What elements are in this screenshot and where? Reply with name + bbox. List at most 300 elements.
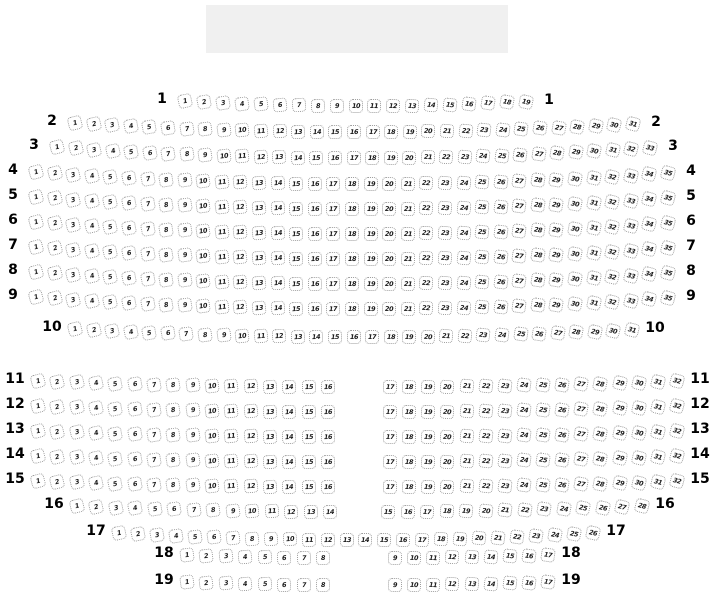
seat[interactable]: 14 [282, 429, 297, 444]
seat[interactable]: 31 [585, 219, 602, 236]
seat[interactable]: 22 [458, 123, 473, 138]
seat[interactable]: 26 [554, 427, 570, 443]
seat[interactable]: 16 [321, 405, 335, 419]
seat[interactable]: 2 [49, 423, 66, 440]
seat[interactable]: 29 [611, 400, 628, 417]
seat[interactable]: 11 [426, 550, 441, 565]
seat[interactable]: 3 [149, 527, 165, 543]
seat[interactable]: 17 [365, 330, 379, 344]
seat[interactable]: 7 [139, 296, 155, 312]
seat[interactable]: 4 [88, 425, 105, 442]
seat[interactable]: 7 [296, 550, 311, 565]
seat[interactable]: 11 [224, 453, 239, 468]
seat[interactable]: 23 [536, 501, 552, 517]
seat[interactable]: 4 [83, 242, 100, 259]
seat[interactable]: 6 [126, 426, 142, 442]
seat[interactable]: 18 [439, 504, 454, 519]
seat[interactable]: 3 [68, 399, 85, 416]
seat[interactable]: 32 [604, 243, 621, 260]
seat[interactable]: 24 [456, 275, 471, 290]
seat[interactable]: 21 [400, 226, 415, 241]
seat[interactable]: 10 [348, 99, 362, 113]
seat[interactable]: 27 [511, 223, 527, 239]
seat[interactable]: 7 [179, 121, 195, 137]
seat[interactable]: 26 [493, 249, 509, 265]
seat[interactable]: 25 [575, 500, 591, 516]
seat[interactable]: 9 [329, 99, 343, 113]
seat[interactable]: 5 [102, 194, 119, 211]
seat[interactable]: 17 [383, 405, 397, 419]
seat[interactable]: 24 [516, 428, 532, 444]
seat[interactable]: 29 [568, 144, 584, 160]
seat[interactable]: 4 [122, 324, 138, 340]
seat[interactable]: 1 [179, 548, 195, 564]
seat[interactable]: 4 [88, 475, 105, 492]
seat[interactable]: 18 [345, 177, 359, 191]
seat[interactable]: 27 [550, 325, 566, 341]
seat[interactable]: 1 [27, 288, 44, 305]
seat[interactable]: 2 [46, 265, 63, 282]
seat[interactable]: 12 [233, 225, 248, 240]
seat[interactable]: 17 [480, 95, 496, 111]
seat[interactable]: 6 [126, 401, 142, 417]
seat[interactable]: 17 [383, 430, 397, 444]
seat[interactable]: 14 [310, 125, 325, 140]
seat[interactable]: 34 [641, 191, 658, 208]
seat[interactable]: 24 [456, 175, 471, 190]
seat[interactable]: 31 [649, 448, 666, 465]
seat[interactable]: 27 [511, 248, 527, 264]
seat[interactable]: 28 [530, 297, 546, 313]
seat[interactable]: 14 [270, 176, 285, 191]
seat[interactable]: 4 [83, 167, 100, 184]
seat[interactable]: 5 [102, 244, 119, 261]
seat[interactable]: 10 [204, 403, 220, 419]
seat[interactable]: 1 [67, 321, 84, 338]
seat[interactable]: 22 [419, 301, 434, 316]
seat[interactable]: 10 [234, 328, 249, 343]
seat[interactable]: 21 [400, 251, 415, 266]
seat[interactable]: 14 [424, 98, 439, 113]
seat[interactable]: 23 [457, 149, 472, 164]
seat[interactable]: 17 [383, 480, 397, 494]
seat[interactable]: 14 [291, 150, 306, 165]
seat[interactable]: 24 [495, 122, 511, 138]
seat[interactable]: 18 [402, 480, 417, 495]
seat[interactable]: 15 [328, 125, 342, 139]
seat[interactable]: 19 [421, 429, 436, 444]
seat[interactable]: 5 [123, 143, 139, 159]
seat[interactable]: 10 [235, 123, 250, 138]
seat[interactable]: 8 [165, 477, 181, 493]
seat[interactable]: 5 [102, 269, 119, 286]
seat[interactable]: 21 [459, 404, 474, 419]
seat[interactable]: 27 [573, 376, 589, 392]
seat[interactable]: 29 [548, 246, 564, 262]
seat[interactable]: 32 [604, 168, 621, 185]
seat[interactable]: 15 [381, 505, 395, 519]
seat[interactable]: 28 [592, 450, 608, 466]
seat[interactable]: 4 [83, 217, 100, 234]
seat[interactable]: 2 [46, 290, 63, 307]
seat[interactable]: 11 [214, 174, 230, 190]
seat[interactable]: 7 [139, 171, 155, 187]
seat[interactable]: 19 [364, 177, 378, 191]
seat[interactable]: 16 [346, 330, 360, 344]
seat[interactable]: 12 [233, 200, 248, 215]
seat[interactable]: 22 [419, 176, 434, 191]
seat[interactable]: 15 [289, 276, 304, 291]
seat[interactable]: 33 [622, 167, 639, 184]
seat[interactable]: 16 [396, 533, 411, 548]
seat[interactable]: 7 [146, 451, 162, 467]
seat[interactable]: 1 [179, 575, 195, 591]
seat[interactable]: 23 [497, 453, 513, 469]
seat[interactable]: 13 [464, 576, 479, 591]
seat[interactable]: 23 [497, 428, 513, 444]
seat[interactable]: 11 [235, 149, 250, 164]
seat[interactable]: 14 [282, 404, 297, 419]
seat[interactable]: 14 [358, 533, 372, 547]
seat[interactable]: 2 [88, 498, 105, 515]
seat[interactable]: 9 [388, 578, 402, 592]
seat[interactable]: 31 [585, 169, 602, 186]
seat[interactable]: 22 [478, 428, 493, 443]
seat[interactable]: 33 [622, 292, 639, 309]
seat[interactable]: 30 [630, 424, 647, 441]
seat[interactable]: 31 [585, 269, 602, 286]
seat[interactable]: 17 [383, 455, 397, 469]
seat[interactable]: 30 [630, 374, 647, 391]
seat[interactable]: 4 [88, 450, 105, 467]
seat[interactable]: 28 [592, 425, 608, 441]
seat[interactable]: 9 [185, 452, 201, 468]
seat[interactable]: 19 [364, 302, 378, 316]
seat[interactable]: 4 [238, 576, 253, 591]
seat[interactable]: 27 [511, 198, 527, 214]
seat[interactable]: 16 [461, 96, 477, 112]
seat[interactable]: 4 [123, 118, 139, 134]
seat[interactable]: 1 [177, 93, 194, 110]
seat[interactable]: 14 [323, 505, 337, 519]
seat[interactable]: 27 [614, 498, 631, 515]
seat[interactable]: 32 [668, 423, 685, 440]
seat[interactable]: 29 [587, 323, 604, 340]
seat[interactable]: 15 [301, 430, 316, 445]
seat[interactable]: 31 [585, 294, 602, 311]
seat[interactable]: 9 [177, 298, 193, 314]
seat[interactable]: 14 [282, 454, 297, 469]
seat[interactable]: 12 [284, 504, 299, 519]
seat[interactable]: 1 [29, 422, 46, 439]
seat[interactable]: 21 [420, 150, 435, 165]
seat[interactable]: 34 [641, 166, 658, 183]
seat[interactable]: 23 [528, 528, 544, 544]
seat[interactable]: 16 [328, 151, 342, 165]
seat[interactable]: 27 [551, 120, 567, 136]
seat[interactable]: 11 [214, 274, 230, 290]
seat[interactable]: 3 [68, 374, 85, 391]
seat[interactable]: 11 [253, 328, 268, 343]
seat[interactable]: 18 [365, 151, 379, 165]
seat[interactable]: 21 [400, 276, 415, 291]
seat[interactable]: 8 [158, 222, 174, 238]
seat[interactable]: 30 [567, 246, 583, 262]
seat[interactable]: 9 [177, 273, 193, 289]
seat[interactable]: 15 [301, 455, 316, 470]
seat[interactable]: 1 [48, 138, 65, 155]
seat[interactable]: 15 [301, 380, 316, 395]
seat[interactable]: 27 [573, 426, 589, 442]
seat[interactable]: 27 [573, 401, 589, 417]
seat[interactable]: 1 [67, 115, 84, 132]
seat[interactable]: 18 [402, 455, 417, 470]
seat[interactable]: 26 [493, 174, 509, 190]
seat[interactable]: 10 [195, 223, 211, 239]
seat[interactable]: 30 [567, 271, 583, 287]
seat[interactable]: 31 [625, 115, 642, 132]
seat[interactable]: 19 [421, 479, 436, 494]
seat[interactable]: 9 [263, 532, 278, 547]
seat[interactable]: 16 [308, 202, 323, 217]
seat[interactable]: 12 [272, 329, 287, 344]
seat[interactable]: 3 [65, 266, 82, 283]
seat[interactable]: 28 [592, 475, 608, 491]
seat[interactable]: 13 [263, 379, 278, 394]
seat[interactable]: 32 [604, 268, 621, 285]
seat[interactable]: 31 [649, 473, 666, 490]
seat[interactable]: 22 [478, 478, 493, 493]
seat[interactable]: 13 [290, 329, 305, 344]
seat[interactable]: 31 [624, 321, 641, 338]
seat[interactable]: 24 [456, 300, 471, 315]
seat[interactable]: 25 [474, 175, 489, 190]
seat[interactable]: 23 [476, 328, 491, 343]
seat[interactable]: 14 [309, 330, 324, 345]
seat[interactable]: 20 [440, 454, 455, 469]
seat[interactable]: 33 [622, 192, 639, 209]
seat[interactable]: 19 [364, 252, 378, 266]
seat[interactable]: 20 [382, 227, 396, 241]
seat[interactable]: 20 [421, 124, 436, 139]
seat[interactable]: 32 [604, 218, 621, 235]
seat[interactable]: 30 [567, 296, 583, 312]
seat[interactable]: 23 [497, 378, 513, 394]
seat[interactable]: 35 [659, 215, 676, 232]
seat[interactable]: 12 [253, 149, 268, 164]
seat[interactable]: 17 [326, 177, 340, 191]
seat[interactable]: 23 [437, 301, 452, 316]
seat[interactable]: 16 [521, 575, 537, 591]
seat[interactable]: 6 [121, 220, 137, 236]
seat[interactable]: 19 [421, 379, 436, 394]
seat[interactable]: 29 [548, 221, 564, 237]
seat[interactable]: 19 [459, 504, 474, 519]
seat[interactable]: 29 [611, 450, 628, 467]
seat[interactable]: 9 [388, 551, 402, 565]
seat[interactable]: 7 [178, 326, 194, 342]
seat[interactable]: 19 [402, 329, 417, 344]
seat[interactable]: 10 [195, 248, 211, 264]
seat[interactable]: 17 [366, 125, 380, 139]
seat[interactable]: 8 [158, 247, 174, 263]
seat[interactable]: 21 [400, 301, 415, 316]
seat[interactable]: 11 [301, 532, 316, 547]
seat[interactable]: 18 [383, 330, 397, 344]
seat[interactable]: 23 [437, 201, 452, 216]
seat[interactable]: 11 [224, 403, 239, 418]
seat[interactable]: 12 [243, 429, 258, 444]
seat[interactable]: 7 [296, 577, 311, 592]
seat[interactable]: 18 [402, 430, 417, 445]
seat[interactable]: 16 [321, 455, 335, 469]
seat[interactable]: 8 [165, 402, 181, 418]
seat[interactable]: 13 [251, 250, 266, 265]
seat[interactable]: 15 [289, 301, 304, 316]
seat[interactable]: 13 [339, 533, 353, 547]
seat[interactable]: 14 [270, 226, 285, 241]
seat[interactable]: 12 [386, 99, 401, 114]
seat[interactable]: 13 [251, 300, 266, 315]
seat[interactable]: 15 [289, 226, 304, 241]
seat[interactable]: 6 [142, 145, 158, 161]
seat[interactable]: 6 [126, 376, 142, 392]
seat[interactable]: 29 [611, 475, 628, 492]
seat[interactable]: 32 [623, 141, 640, 158]
seat[interactable]: 15 [377, 533, 391, 547]
seat[interactable]: 2 [49, 448, 66, 465]
seat[interactable]: 26 [531, 326, 547, 342]
seat[interactable]: 6 [121, 195, 137, 211]
seat[interactable]: 20 [402, 150, 417, 165]
seat[interactable]: 22 [457, 328, 472, 343]
seat[interactable]: 17 [326, 277, 340, 291]
seat[interactable]: 19 [364, 227, 378, 241]
seat[interactable]: 34 [641, 241, 658, 258]
seat[interactable]: 4 [83, 292, 100, 309]
seat[interactable]: 16 [321, 380, 335, 394]
seat[interactable]: 3 [218, 576, 233, 591]
seat[interactable]: 13 [464, 549, 479, 564]
seat[interactable]: 11 [367, 99, 381, 113]
seat[interactable]: 29 [588, 118, 605, 135]
seat[interactable]: 16 [308, 302, 323, 317]
seat[interactable]: 22 [419, 226, 434, 241]
seat[interactable]: 25 [474, 225, 489, 240]
seat[interactable]: 8 [197, 121, 213, 137]
seat[interactable]: 25 [474, 300, 489, 315]
seat[interactable]: 21 [439, 124, 454, 139]
seat[interactable]: 9 [177, 198, 193, 214]
seat[interactable]: 20 [440, 429, 455, 444]
seat[interactable]: 17 [540, 547, 556, 563]
seat[interactable]: 24 [556, 501, 572, 517]
seat[interactable]: 29 [548, 271, 564, 287]
seat[interactable]: 12 [233, 175, 248, 190]
seat[interactable]: 29 [548, 296, 564, 312]
seat[interactable]: 26 [554, 452, 570, 468]
seat[interactable]: 22 [419, 276, 434, 291]
seat[interactable]: 12 [272, 124, 287, 139]
seat[interactable]: 8 [316, 578, 330, 592]
seat[interactable]: 1 [29, 472, 46, 489]
seat[interactable]: 6 [121, 170, 137, 186]
seat[interactable]: 2 [199, 575, 214, 590]
seat[interactable]: 3 [65, 291, 82, 308]
seat[interactable]: 13 [251, 200, 266, 215]
seat[interactable]: 35 [659, 240, 676, 257]
seat[interactable]: 30 [606, 116, 623, 133]
seat[interactable]: 6 [277, 577, 292, 592]
seat[interactable]: 16 [308, 227, 323, 242]
seat[interactable]: 5 [107, 425, 123, 441]
seat[interactable]: 19 [383, 151, 397, 165]
seat[interactable]: 4 [83, 267, 100, 284]
seat[interactable]: 25 [474, 200, 489, 215]
seat[interactable]: 3 [65, 191, 82, 208]
seat[interactable]: 5 [257, 550, 272, 565]
seat[interactable]: 9 [185, 377, 201, 393]
seat[interactable]: 25 [513, 121, 529, 137]
seat[interactable]: 8 [165, 377, 181, 393]
seat[interactable]: 15 [289, 201, 304, 216]
seat[interactable]: 24 [456, 250, 471, 265]
seat[interactable]: 30 [567, 221, 583, 237]
seat[interactable]: 3 [68, 449, 85, 466]
seat[interactable]: 8 [165, 427, 181, 443]
seat[interactable]: 13 [263, 429, 278, 444]
seat[interactable]: 28 [592, 375, 608, 391]
seat[interactable]: 13 [251, 275, 266, 290]
seat[interactable]: 30 [630, 399, 647, 416]
seat[interactable]: 27 [511, 298, 527, 314]
seat[interactable]: 20 [382, 202, 396, 216]
seat[interactable]: 3 [215, 95, 231, 111]
seat[interactable]: 7 [146, 426, 162, 442]
seat[interactable]: 23 [476, 123, 491, 138]
seat[interactable]: 17 [346, 151, 360, 165]
seat[interactable]: 4 [127, 500, 143, 516]
seat[interactable]: 4 [104, 142, 121, 159]
seat[interactable]: 30 [630, 474, 647, 491]
seat[interactable]: 4 [83, 192, 100, 209]
seat[interactable]: 12 [233, 275, 248, 290]
seat[interactable]: 2 [46, 215, 63, 232]
seat[interactable]: 32 [668, 398, 685, 415]
seat[interactable]: 21 [459, 454, 474, 469]
seat[interactable]: 19 [364, 202, 378, 216]
seat[interactable]: 5 [141, 119, 157, 135]
seat[interactable]: 11 [224, 478, 239, 493]
seat[interactable]: 5 [107, 400, 123, 416]
seat[interactable]: 32 [668, 473, 685, 490]
seat[interactable]: 18 [384, 125, 398, 139]
seat[interactable]: 6 [126, 476, 142, 492]
seat[interactable]: 6 [272, 97, 287, 112]
seat[interactable]: 30 [567, 171, 583, 187]
seat[interactable]: 5 [187, 529, 203, 545]
seat[interactable]: 3 [104, 323, 121, 340]
seat[interactable]: 30 [567, 196, 583, 212]
seat[interactable]: 11 [214, 199, 230, 215]
seat[interactable]: 13 [272, 150, 287, 165]
seat[interactable]: 15 [301, 480, 316, 495]
seat[interactable]: 24 [476, 148, 491, 163]
seat[interactable]: 15 [502, 548, 517, 563]
seat[interactable]: 26 [554, 377, 570, 393]
seat[interactable]: 10 [204, 428, 220, 444]
seat[interactable]: 20 [382, 252, 396, 266]
